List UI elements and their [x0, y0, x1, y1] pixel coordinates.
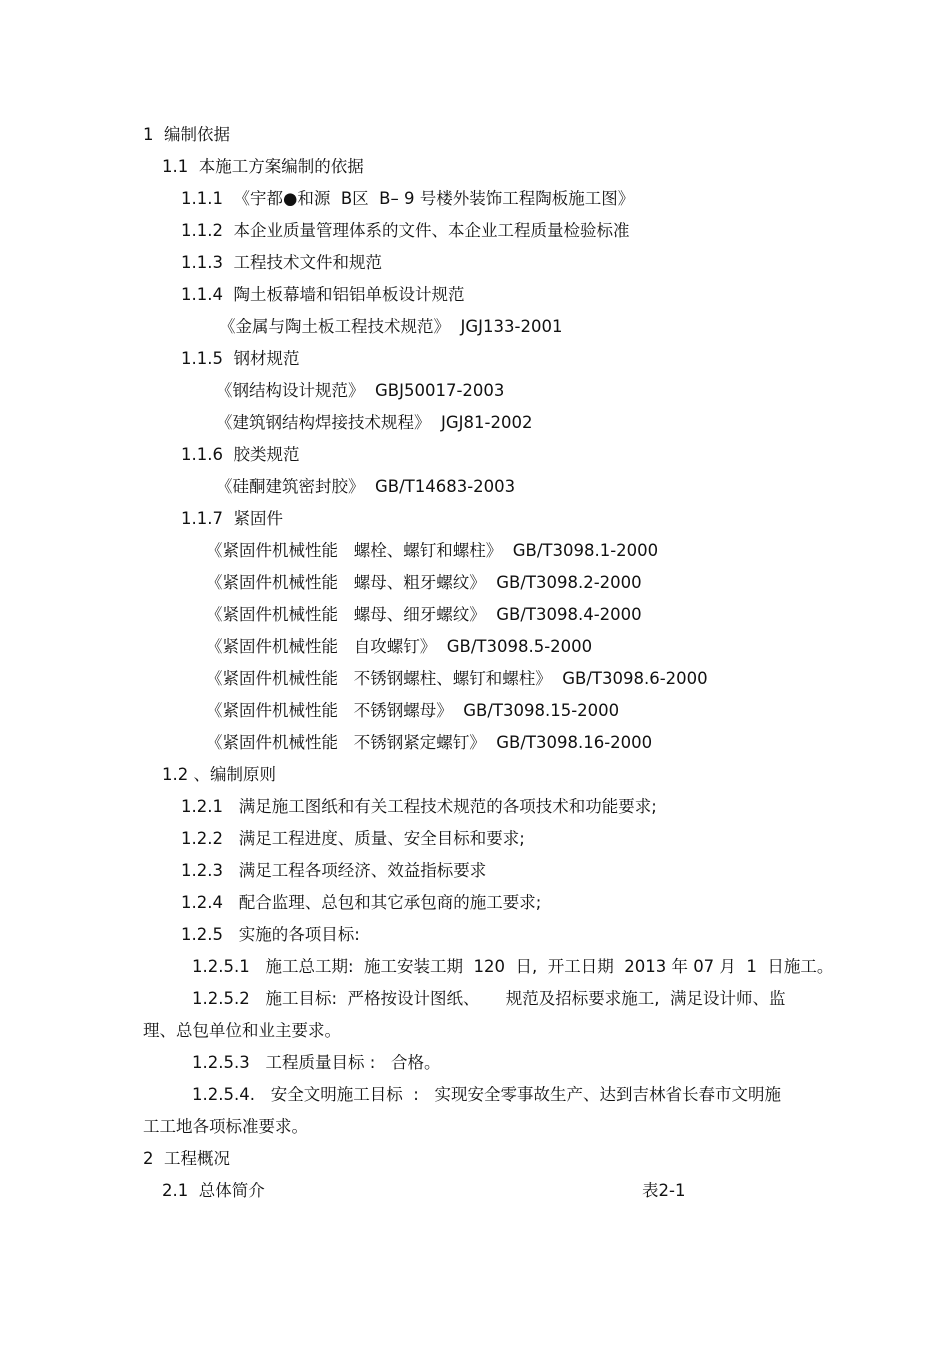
item-1-1-1: 1.1.1 《宇都●和源 B区 B– 9 号楼外装饰工程陶板施工图》	[181, 189, 635, 208]
standard-ref: 《紧固件机械性能 螺母、粗牙螺纹》 GB/T3098.2-2000	[206, 573, 642, 592]
section-heading-1: 1 编制依据	[143, 125, 230, 144]
item-1-1-3: 1.1.3 工程技术文件和规范	[181, 253, 382, 272]
item-1-2-2: 1.2.2 满足工程进度、质量、安全目标和要求;	[181, 829, 525, 848]
subsection-heading-1-1: 1.1 本施工方案编制的依据	[162, 157, 364, 176]
item-1-1-7: 1.1.7 紧固件	[181, 509, 283, 528]
item-1-2-1: 1.2.1 满足施工图纸和有关工程技术规范的各项技术和功能要求;	[181, 797, 657, 816]
standard-ref: 《建筑钢结构焊接技术规程》 JGJ81-2002	[216, 413, 533, 432]
table-label: 表2-1	[642, 1181, 686, 1200]
item-1-1-5: 1.1.5 钢材规范	[181, 349, 300, 368]
item-1-2-5-2: 1.2.5.2 施工目标: 严格按设计图纸、 规范及招标要求施工, 满足设计师、监	[192, 989, 786, 1008]
standard-ref: 《金属与陶土板工程技术规范》 JGJ133-2001	[219, 317, 563, 336]
standard-ref: 《紧固件机械性能 不锈钢紧定螺钉》 GB/T3098.16-2000	[206, 733, 653, 752]
standard-ref: 《钢结构设计规范》 GBJ50017-2003	[216, 381, 505, 400]
item-1-1-2: 1.1.2 本企业质量管理体系的文件、本企业工程质量检验标准	[181, 221, 630, 240]
standard-ref: 《硅酮建筑密封胶》 GB/T14683-2003	[216, 477, 516, 496]
standard-ref: 《紧固件机械性能 自攻螺钉》 GB/T3098.5-2000	[206, 637, 593, 656]
subsection-heading-2-1: 2.1 总体简介	[162, 1181, 265, 1200]
standard-ref: 《紧固件机械性能 螺母、细牙螺纹》 GB/T3098.4-2000	[206, 605, 642, 624]
standard-ref: 《紧固件机械性能 不锈钢螺柱、螺钉和螺柱》 GB/T3098.6-2000	[206, 669, 708, 688]
section-heading-2: 2 工程概况	[143, 1149, 230, 1168]
item-1-2-5-4: 1.2.5.4. 安全文明施工目标 : 实现安全零事故生产、达到吉林省长春市文明施	[192, 1085, 781, 1104]
standard-ref: 《紧固件机械性能 不锈钢螺母》 GB/T3098.15-2000	[206, 701, 620, 720]
item-1-1-4: 1.1.4 陶土板幕墙和铝铝单板设计规范	[181, 285, 465, 304]
item-1-2-4: 1.2.4 配合监理、总包和其它承包商的施工要求;	[181, 893, 542, 912]
item-1-2-5: 1.2.5 实施的各项目标:	[181, 925, 360, 944]
standard-ref: 《紧固件机械性能 螺栓、螺钉和螺柱》 GB/T3098.1-2000	[206, 541, 659, 560]
item-1-2-5-1: 1.2.5.1 施工总工期: 施工安装工期 120 日, 开工日期 2013 年 07 月 1 日施工。	[192, 957, 834, 976]
item-1-1-6: 1.1.6 胶类规范	[181, 445, 300, 464]
item-1-2-5-3: 1.2.5.3 工程质量目标 : 合格。	[192, 1053, 441, 1072]
item-1-2-3: 1.2.3 满足工程各项经济、效益指标要求	[181, 861, 487, 880]
subsection-heading-1-2: 1.2 、编制原则	[162, 765, 276, 784]
item-1-2-5-2-cont: 理、总包单位和业主要求。	[143, 1021, 341, 1040]
item-1-2-5-4-cont: 工工地各项标准要求。	[143, 1117, 308, 1136]
